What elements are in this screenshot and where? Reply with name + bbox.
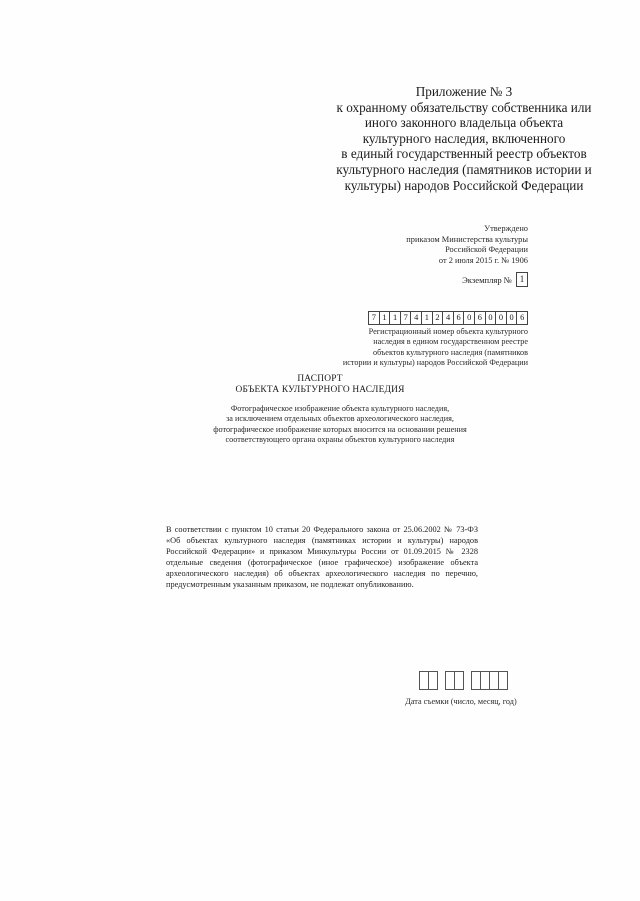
- registration-digit: 0: [495, 311, 507, 325]
- registration-digit: 2: [432, 311, 444, 325]
- notice-line: В соответствии с пунктом 10 статьи 20 Федерального закона от 25.06.2002 № 73-ФЗ: [166, 525, 478, 534]
- registration-caption-line: объектов культурного наследия (памятников: [373, 347, 528, 357]
- registration-digit: 6: [516, 311, 528, 325]
- approval-line: Утверждено: [484, 224, 528, 233]
- registration-digit: 4: [410, 311, 422, 325]
- shoot-date-year: [472, 671, 508, 690]
- appendix-line: культурного наследия (памятников истории и: [336, 161, 592, 177]
- registration-caption-line: наследия в едином государственном реестре: [373, 337, 528, 347]
- registration-caption-line: истории и культуры) народов Российской Федерации: [342, 358, 528, 368]
- appendix-line: культурного наследия, включенного: [362, 130, 566, 146]
- date-cell: [454, 671, 464, 690]
- approval-line: Российской Федерации: [445, 245, 528, 255]
- approval-line: от 2 июля 2015 г. № 1906: [438, 255, 528, 265]
- appendix-line: иного законного владельца объекта: [364, 115, 564, 131]
- registration-caption-line: Регистрационный номер объекта культурного: [368, 327, 528, 336]
- approval-line: приказом Министерства культуры: [406, 234, 528, 244]
- notice-line: Российской Федерации» и приказом Минкультуры России от 01.09.2015 № 2328: [166, 547, 478, 556]
- registration-digit: 1: [389, 311, 401, 325]
- appendix-line: к охранному обязательству собственника или: [336, 99, 592, 115]
- registration-digit: 1: [379, 311, 391, 325]
- approval-block: [308, 224, 528, 266]
- copy-number-label: Экземпляр №: [462, 274, 512, 285]
- publication-notice: [166, 524, 478, 590]
- copy-number-row: [462, 272, 528, 287]
- passport-title: ПАСПОРТ: [297, 374, 343, 384]
- registration-digit: 4: [442, 311, 454, 325]
- shoot-date-day: [420, 671, 438, 690]
- passport-heading: [200, 374, 440, 396]
- appendix-header: [330, 84, 598, 193]
- notice-line: археологического наследия) об объектах археологического наследия по перечню,: [166, 569, 478, 578]
- registration-digit: 6: [453, 311, 465, 325]
- photo-note-line: соответствующего органа охраны объектов культурного наследия: [225, 435, 455, 445]
- registration-digit: 1: [421, 311, 433, 325]
- copy-number-box: 1: [516, 272, 528, 287]
- photo-note: [180, 404, 500, 446]
- shoot-date-boxes: [420, 671, 508, 690]
- shoot-date-month: [446, 671, 464, 690]
- registration-digit: 6: [474, 311, 486, 325]
- passport-subtitle: ОБЪЕКТА КУЛЬТУРНОГО НАСЛЕДИЯ: [235, 385, 405, 395]
- notice-line: предусмотренным указанным приказом, не подлежат опубликованию.: [166, 580, 414, 589]
- notice-line: «Об объектах культурного наследия (памятниках истории и культуры) народов: [166, 536, 478, 545]
- date-cell: [498, 671, 508, 690]
- registration-digit: 0: [485, 311, 497, 325]
- registration-number-cells: [369, 311, 528, 325]
- photo-note-line: фотографическое изображение которых вносится на основании решения: [213, 424, 467, 434]
- registration-digit: 0: [463, 311, 475, 325]
- notice-line: отдельные сведения (фотографическое (иное графическое) изображение объекта: [166, 558, 478, 567]
- registration-digit: 0: [506, 311, 518, 325]
- appendix-line: культуры) народов Российской Федерации: [344, 177, 584, 193]
- photo-note-line: за исключением отдельных объектов археологического наследия,: [226, 414, 454, 424]
- registration-digit: 7: [400, 311, 412, 325]
- photo-note-line: Фотографическое изображение объекта культурного наследия,: [230, 404, 450, 413]
- shoot-date-caption: Дата съемки (число, месяц, год): [405, 697, 517, 706]
- registration-digit: 7: [368, 311, 380, 325]
- registration-caption: [298, 327, 528, 369]
- appendix-line: в единый государственный реестр объектов: [341, 146, 587, 162]
- appendix-line: Приложение № 3: [415, 84, 513, 99]
- date-cell: [428, 671, 438, 690]
